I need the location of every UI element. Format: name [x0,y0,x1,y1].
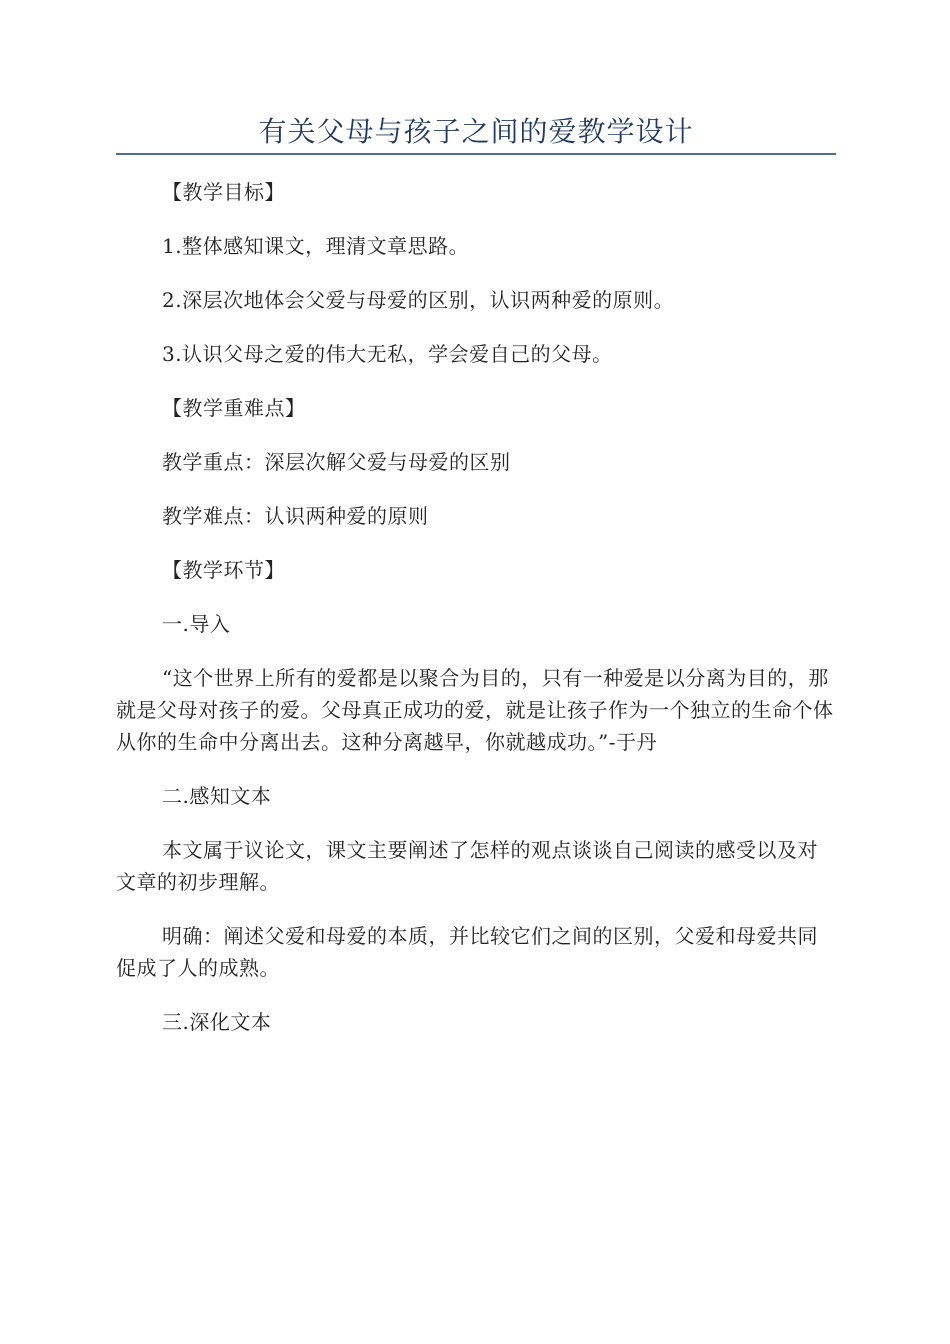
document-body [116,176,836,1060]
difficult-point: 教学难点：认识两种爱的原则 [162,504,429,528]
key-point: 教学重点：深层次解父爱与母爱的区别 [162,450,511,474]
objective-item-2: 2.深层次地体会父爱与母爱的区别，认识两种爱的原则。 [162,288,675,312]
title-underline [116,153,836,155]
intro-quote: “这个世界上所有的爱都是以聚合为目的，只有一种爱是以分离为目的，那就是父母对孩子的爱。父母真正成功的爱，就是让孩子作为一个独立的生命个体从你的生命中分离出去。这种分离越早，你就越成功。”-于丹 [116,666,834,754]
objective-item-1: 1.整体感知课文，理清文章思路。 [162,234,470,258]
objective-item-3: 3.认识父母之爱的伟大无私，学会爱自己的父母。 [162,342,613,366]
section-heading-key-points: 【教学重难点】 [162,396,306,420]
step-heading-intro: 一.导入 [162,612,231,636]
document-title: 有关父母与孩子之间的爱教学设计 [258,115,694,148]
perceive-question: 本文属于议论文，课文主要阐述了怎样的观点谈谈自己阅读的感受以及对文章的初步理解。 [116,838,818,894]
step-heading-deepen: 三.深化文本 [162,1010,272,1034]
section-heading-objectives: 【教学目标】 [162,180,285,204]
step-heading-perceive: 二.感知文本 [162,784,272,808]
section-heading-steps: 【教学环节】 [162,558,285,582]
perceive-answer: 明确：阐述父爱和母爱的本质，并比较它们之间的区别，父爱和母爱共同促成了人的成熟。 [116,924,818,980]
